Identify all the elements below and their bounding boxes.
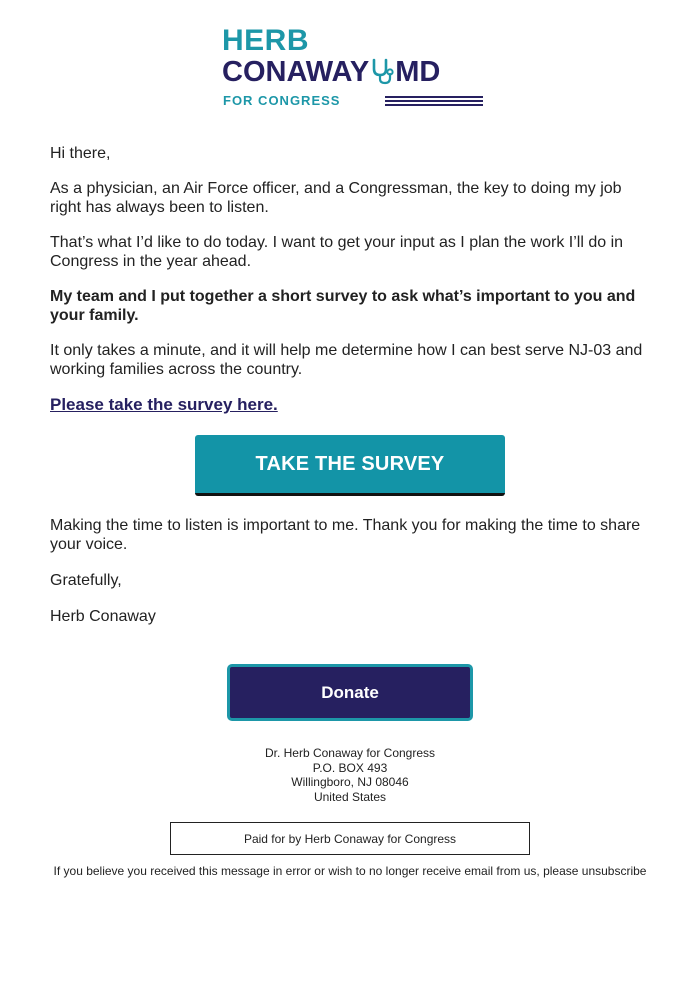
campaign-logo xyxy=(222,26,492,112)
stethoscope-icon xyxy=(370,57,394,85)
logo-for-congress-text: FOR CONGRESS xyxy=(223,93,341,108)
paragraph-2: That’s what I’d like to do today. I want to get your input as I plan the work I’ll do in Congress in the year ahead. xyxy=(50,234,624,270)
paragraph-4: It only takes a minute, and it will help me determine how I can best serve NJ-03 and working families across the country. xyxy=(50,342,643,378)
survey-link[interactable]: Please take the survey here. xyxy=(50,395,278,414)
logo-md-text: MD xyxy=(395,56,441,88)
address-line-2: P.O. BOX 493 xyxy=(312,760,388,775)
logo-conaway-line xyxy=(222,57,440,87)
footer-address xyxy=(0,746,700,804)
survey-button-wrapper xyxy=(195,435,505,496)
signature: Herb Conaway xyxy=(50,608,156,625)
logo-conaway-text: CONAWAY xyxy=(222,56,370,88)
email-body xyxy=(50,144,655,415)
email-body-closing xyxy=(50,516,655,643)
closing: Gratefully, xyxy=(50,572,122,589)
donate-button[interactable]: Donate xyxy=(227,664,473,721)
take-survey-button[interactable]: TAKE THE SURVEY xyxy=(195,435,505,496)
paragraph-1: As a physician, an Air Force officer, and a Congressman, the key to doing my job right has always been to listen. xyxy=(50,180,622,216)
unsubscribe-text[interactable]: If you believe you received this message in error or wish to no longer receive email from us, please unsubscribe xyxy=(53,864,647,878)
logo-decorative-lines xyxy=(385,96,483,108)
greeting: Hi there, xyxy=(50,145,111,162)
paragraph-3-bold: My team and I put together a short survey to ask what’s important to you and your family. xyxy=(50,288,636,324)
address-line-3: Willingboro, NJ 08046 xyxy=(291,775,409,789)
paragraph-5: Making the time to listen is important to me. Thank you for making the time to share your voice. xyxy=(50,517,641,553)
address-line-1: Dr. Herb Conaway for Congress xyxy=(264,746,436,760)
address-line-4: United States xyxy=(313,789,387,804)
paid-for-disclaimer: Paid for by Herb Conaway for Congress xyxy=(170,822,530,855)
logo-herb-text: HERB xyxy=(222,24,310,57)
